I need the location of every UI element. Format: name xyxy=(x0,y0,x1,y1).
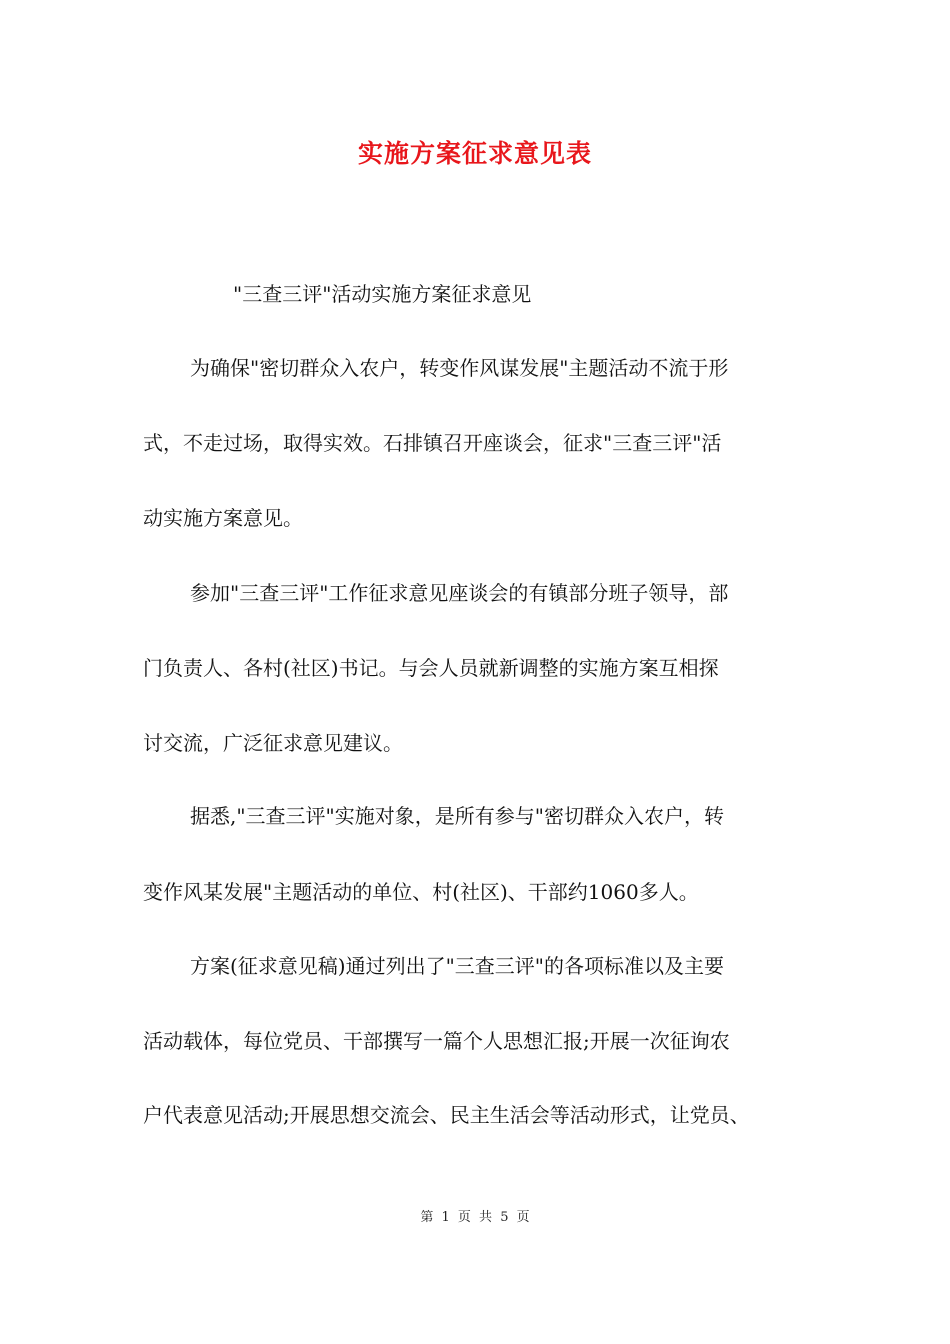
paragraph-1-line-1: 为确保"密切群众入农户，转变作风谋发展"主题活动不流于形 xyxy=(190,356,729,380)
paragraph-3-line-2: 变作风某发展"主题活动的单位、村(社区)、干部约1060多人。 xyxy=(143,880,699,904)
paragraph-4-line-2: 活动载体，每位党员、干部撰写一篇个人思想汇报;开展一次征询农 xyxy=(143,1029,730,1053)
document-subtitle: "三查三评"活动实施方案征求意见 xyxy=(233,282,532,306)
paragraph-2-line-1: 参加"三查三评"工作征求意见座谈会的有镇部分班子领导，部 xyxy=(190,581,729,605)
paragraph-2-line-2: 门负责人、各村(社区)书记。与会人员就新调整的实施方案互相探 xyxy=(143,656,719,680)
paragraph-4-line-3: 户代表意见活动;开展思想交流会、民主生活会等活动形式，让党员、 xyxy=(143,1103,750,1127)
paragraph-2-line-3: 讨交流，广泛征求意见建议。 xyxy=(143,731,403,755)
paragraph-3-line-1: 据悉,"三查三评"实施对象，是所有参与"密切群众入农户，转 xyxy=(190,804,724,828)
paragraph-4-line-1: 方案(征求意见稿)通过列出了"三查三评"的各项标准以及主要 xyxy=(190,954,725,978)
paragraph-1-line-2: 式，不走过场，取得实效。石排镇召开座谈会，征求"三查三评"活 xyxy=(143,431,722,455)
page-number-footer: 第 1 页 共 5 页 xyxy=(420,1210,530,1225)
document-title: 实施方案征求意见表 xyxy=(357,139,592,168)
paragraph-1-line-3: 动实施方案意见。 xyxy=(143,506,303,530)
